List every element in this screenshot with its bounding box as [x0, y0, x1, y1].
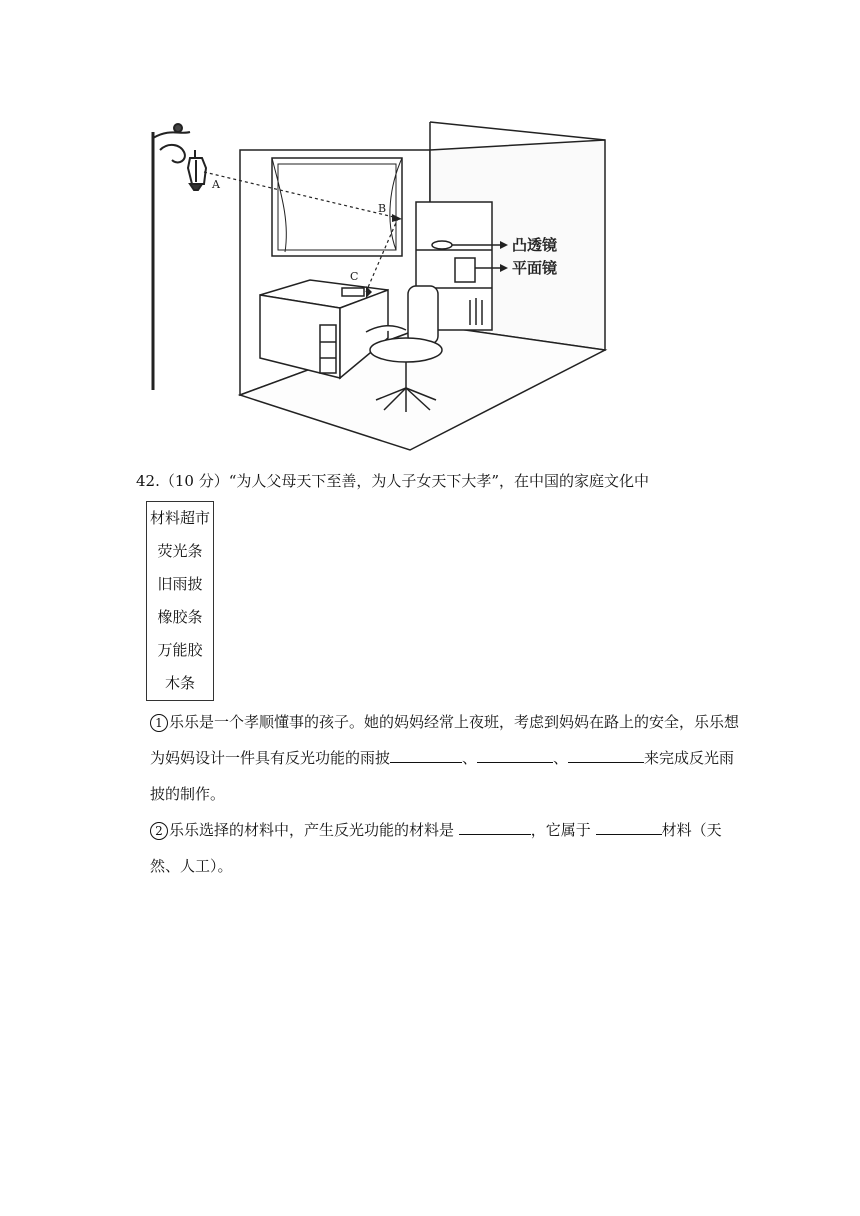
materials-header: 材料超市 — [149, 509, 210, 527]
convex-lens-label: 凸透镜 — [512, 236, 558, 254]
question-text: “为人父母天下至善，为人子女天下大孝”，在中国的家庭文化中 — [228, 472, 650, 490]
point-c-label: C — [350, 270, 359, 283]
part-2-text-c: 材料（天然、人工）。 — [150, 821, 722, 875]
part-2-text-a: 乐乐选择的材料中，产生反光功能的材料是 — [169, 821, 459, 839]
answer-blank-5[interactable] — [596, 818, 662, 835]
plane-mirror-label: 平面镜 — [512, 259, 558, 277]
separator: 、 — [553, 749, 569, 767]
material-item: 万能胶 — [157, 641, 203, 659]
answer-blank-2[interactable] — [477, 746, 553, 763]
part-1-paragraph — [150, 704, 740, 812]
material-item: 橡胶条 — [157, 608, 203, 626]
question-number: 42. — [136, 472, 160, 490]
point-b-label: B — [378, 202, 387, 215]
part-1-text-b: 来完成反光雨披的制作。 — [150, 749, 735, 803]
answer-blank-4[interactable] — [459, 818, 531, 835]
room-illustration — [140, 110, 620, 460]
question-line — [136, 470, 649, 491]
answer-blank-3[interactable] — [568, 746, 644, 763]
part-1-marker: 1 — [150, 714, 168, 732]
materials-table — [146, 501, 214, 701]
material-item: 木条 — [164, 674, 195, 692]
question-score: （10 分） — [159, 472, 229, 490]
part-1-text-a: 乐乐是一个孝顺懂事的孩子。她的妈妈经常上夜班，考虑到妈妈在路上的安全，乐乐想为妈妈设计一件具有反光功能的雨披 — [150, 713, 740, 767]
material-item: 旧雨披 — [157, 575, 203, 593]
part-2-paragraph — [150, 812, 740, 884]
part-2-marker: 2 — [150, 822, 168, 840]
answer-blank-1[interactable] — [390, 746, 462, 763]
point-a-label: A — [212, 178, 220, 191]
material-item: 荧光条 — [157, 542, 203, 560]
separator: 、 — [462, 749, 478, 767]
part-2-text-b: ，它属于 — [530, 821, 596, 839]
street-lamp — [153, 124, 206, 390]
